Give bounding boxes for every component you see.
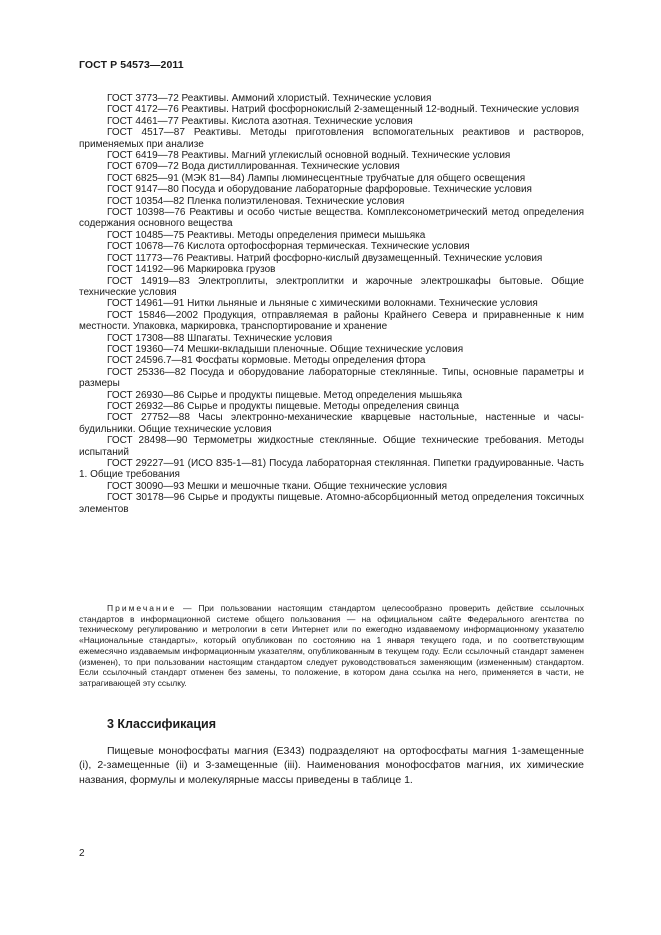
reference-item: ГОСТ 11773—76 Реактивы. Натрий фосфорно-кислый двузамещенный. Технические условия [107, 252, 543, 264]
normative-references-list [79, 93, 584, 515]
reference-item: ГОСТ 19360—74 Мешки-вкладыши пленочные. Общие технические условия [107, 343, 464, 355]
note-paragraph [79, 603, 584, 689]
page-number: 2 [79, 848, 85, 859]
reference-item: ГОСТ 10354—82 Пленка полиэтиленовая. Технические условия [107, 195, 405, 207]
reference-item: ГОСТ 10398—76 Реактивы и особо чистые вещества. Комплексонометрический метод определения содержания основного вещества [79, 207, 584, 230]
reference-item: ГОСТ 6419—78 Реактивы. Магний углекислый основной водный. Технические условия [107, 150, 511, 162]
reference-item: ГОСТ 4172—76 Реактивы. Натрий фосфорнокислый 2-замещенный 12-водный. Технические условия [107, 104, 580, 116]
reference-item: ГОСТ 30178—96 Сырье и продукты пищевые. Атомно-абсорбционный метод определения токсичных элементов [79, 492, 584, 515]
reference-item: ГОСТ 3773—72 Реактивы. Аммоний хлористый. Технические условия [107, 93, 432, 104]
reference-item: ГОСТ 17308—88 Шпагаты. Технические условия [107, 332, 333, 344]
document-header: ГОСТ Р 54573—2011 [79, 59, 184, 71]
reference-item: ГОСТ 14919—83 Электроплиты, электроплитки и жарочные электрошкафы бытовые. Общие технические условия [79, 275, 584, 298]
reference-item: ГОСТ 28498—90 Термометры жидкостные стеклянные. Общие технические требования. Методы испытаний [79, 435, 584, 458]
reference-item: ГОСТ 15846—2002 Продукция, отправляемая в районы Крайнего Севера и приравненные к ним местности. Упаковка, маркировка, транспортирование и хранение [79, 309, 584, 333]
reference-item: ГОСТ 24596.7—81 Фосфаты кормовые. Методы определения фтора [107, 355, 426, 367]
reference-item: ГОСТ 10485—75 Реактивы. Методы определения примеси мышьяка [107, 229, 426, 241]
reference-item: ГОСТ 4461—77 Реактивы. Кислота азотная. Технические условия [107, 115, 413, 127]
note-label: Примечание [107, 603, 177, 613]
section-body: Пищевые монофосфаты магния (Е343) подразделяют на ортофосфаты магния 1-замещенные (i), 2-замещенные (ii) и 3-замещенные (iii). Наименования монофосфатов магния, их химические названия, формулы и молекулярные массы приведены в таблице 1. [79, 745, 584, 786]
reference-item: ГОСТ 14961—91 Нитки льняные и льняные с химическими волокнами. Технические условия [107, 298, 538, 310]
reference-item: ГОСТ 6709—72 Вода дистиллированная. Технические условия [107, 161, 400, 173]
reference-item: ГОСТ 14192—96 Маркировка грузов [107, 264, 276, 276]
section-title: 3 Классификация [107, 717, 217, 731]
reference-item: ГОСТ 29227—91 (ИСО 835-1—81) Посуда лабораторная стеклянная. Пипетки градуированные. Часть 1. Общие требования [79, 458, 584, 481]
reference-item: ГОСТ 26932—86 Сырье и продукты пищевые. Методы определения свинца [107, 400, 460, 412]
reference-item: ГОСТ 4517—87 Реактивы. Методы приготовления вспомогательных реактивов и растворов, применяемых при анализе [79, 127, 584, 150]
reference-item: ГОСТ 25336—82 Посуда и оборудование лабораторные стеклянные. Типы, основные параметры и размеры [79, 366, 584, 390]
reference-item: ГОСТ 10678—76 Кислота ортофосфорная термическая. Технические условия [107, 241, 470, 253]
note-text: — При пользовании настоящим стандартом целесообразно проверить действие ссылочных стандартов в информационной системе общего пользования — на официальном сайте Федерального агентства по техническому регулированию и метрологии в сети Интернет или по ежегодно издаваемому информационному указателю «Национальные стандарты», который опубликован по состоянию на 1 января текущего года, и по соответствующим ежемесячно издаваемым информационным указателям, опубликованным в текущем году. Если ссылочный стандарт заменен (изменен), то при пользовании настоящим стандартом следует руководствоваться заменяющим (измененным) стандартом. Если ссылочный стандарт отменен без замены, то положение, в котором дана ссылка на него, применяется в части, не затрагивающей эту ссылку. [79, 603, 584, 688]
reference-item: ГОСТ 30090—93 Мешки и мешочные ткани. Общие технические условия [107, 480, 448, 492]
reference-item: ГОСТ 6825—91 (МЭК 81—84) Лампы люминесцентные трубчатые для общего освещения [107, 172, 526, 184]
reference-item: ГОСТ 27752—88 Часы электронно-механические кварцевые настольные, настенные и часы-будильники. Общие технические условия [79, 412, 584, 435]
reference-item: ГОСТ 26930—86 Сырье и продукты пищевые. Метод определения мышьяка [107, 389, 463, 401]
reference-item: ГОСТ 9147—80 Посуда и оборудование лабораторные фарфоровые. Технические условия [107, 184, 532, 196]
